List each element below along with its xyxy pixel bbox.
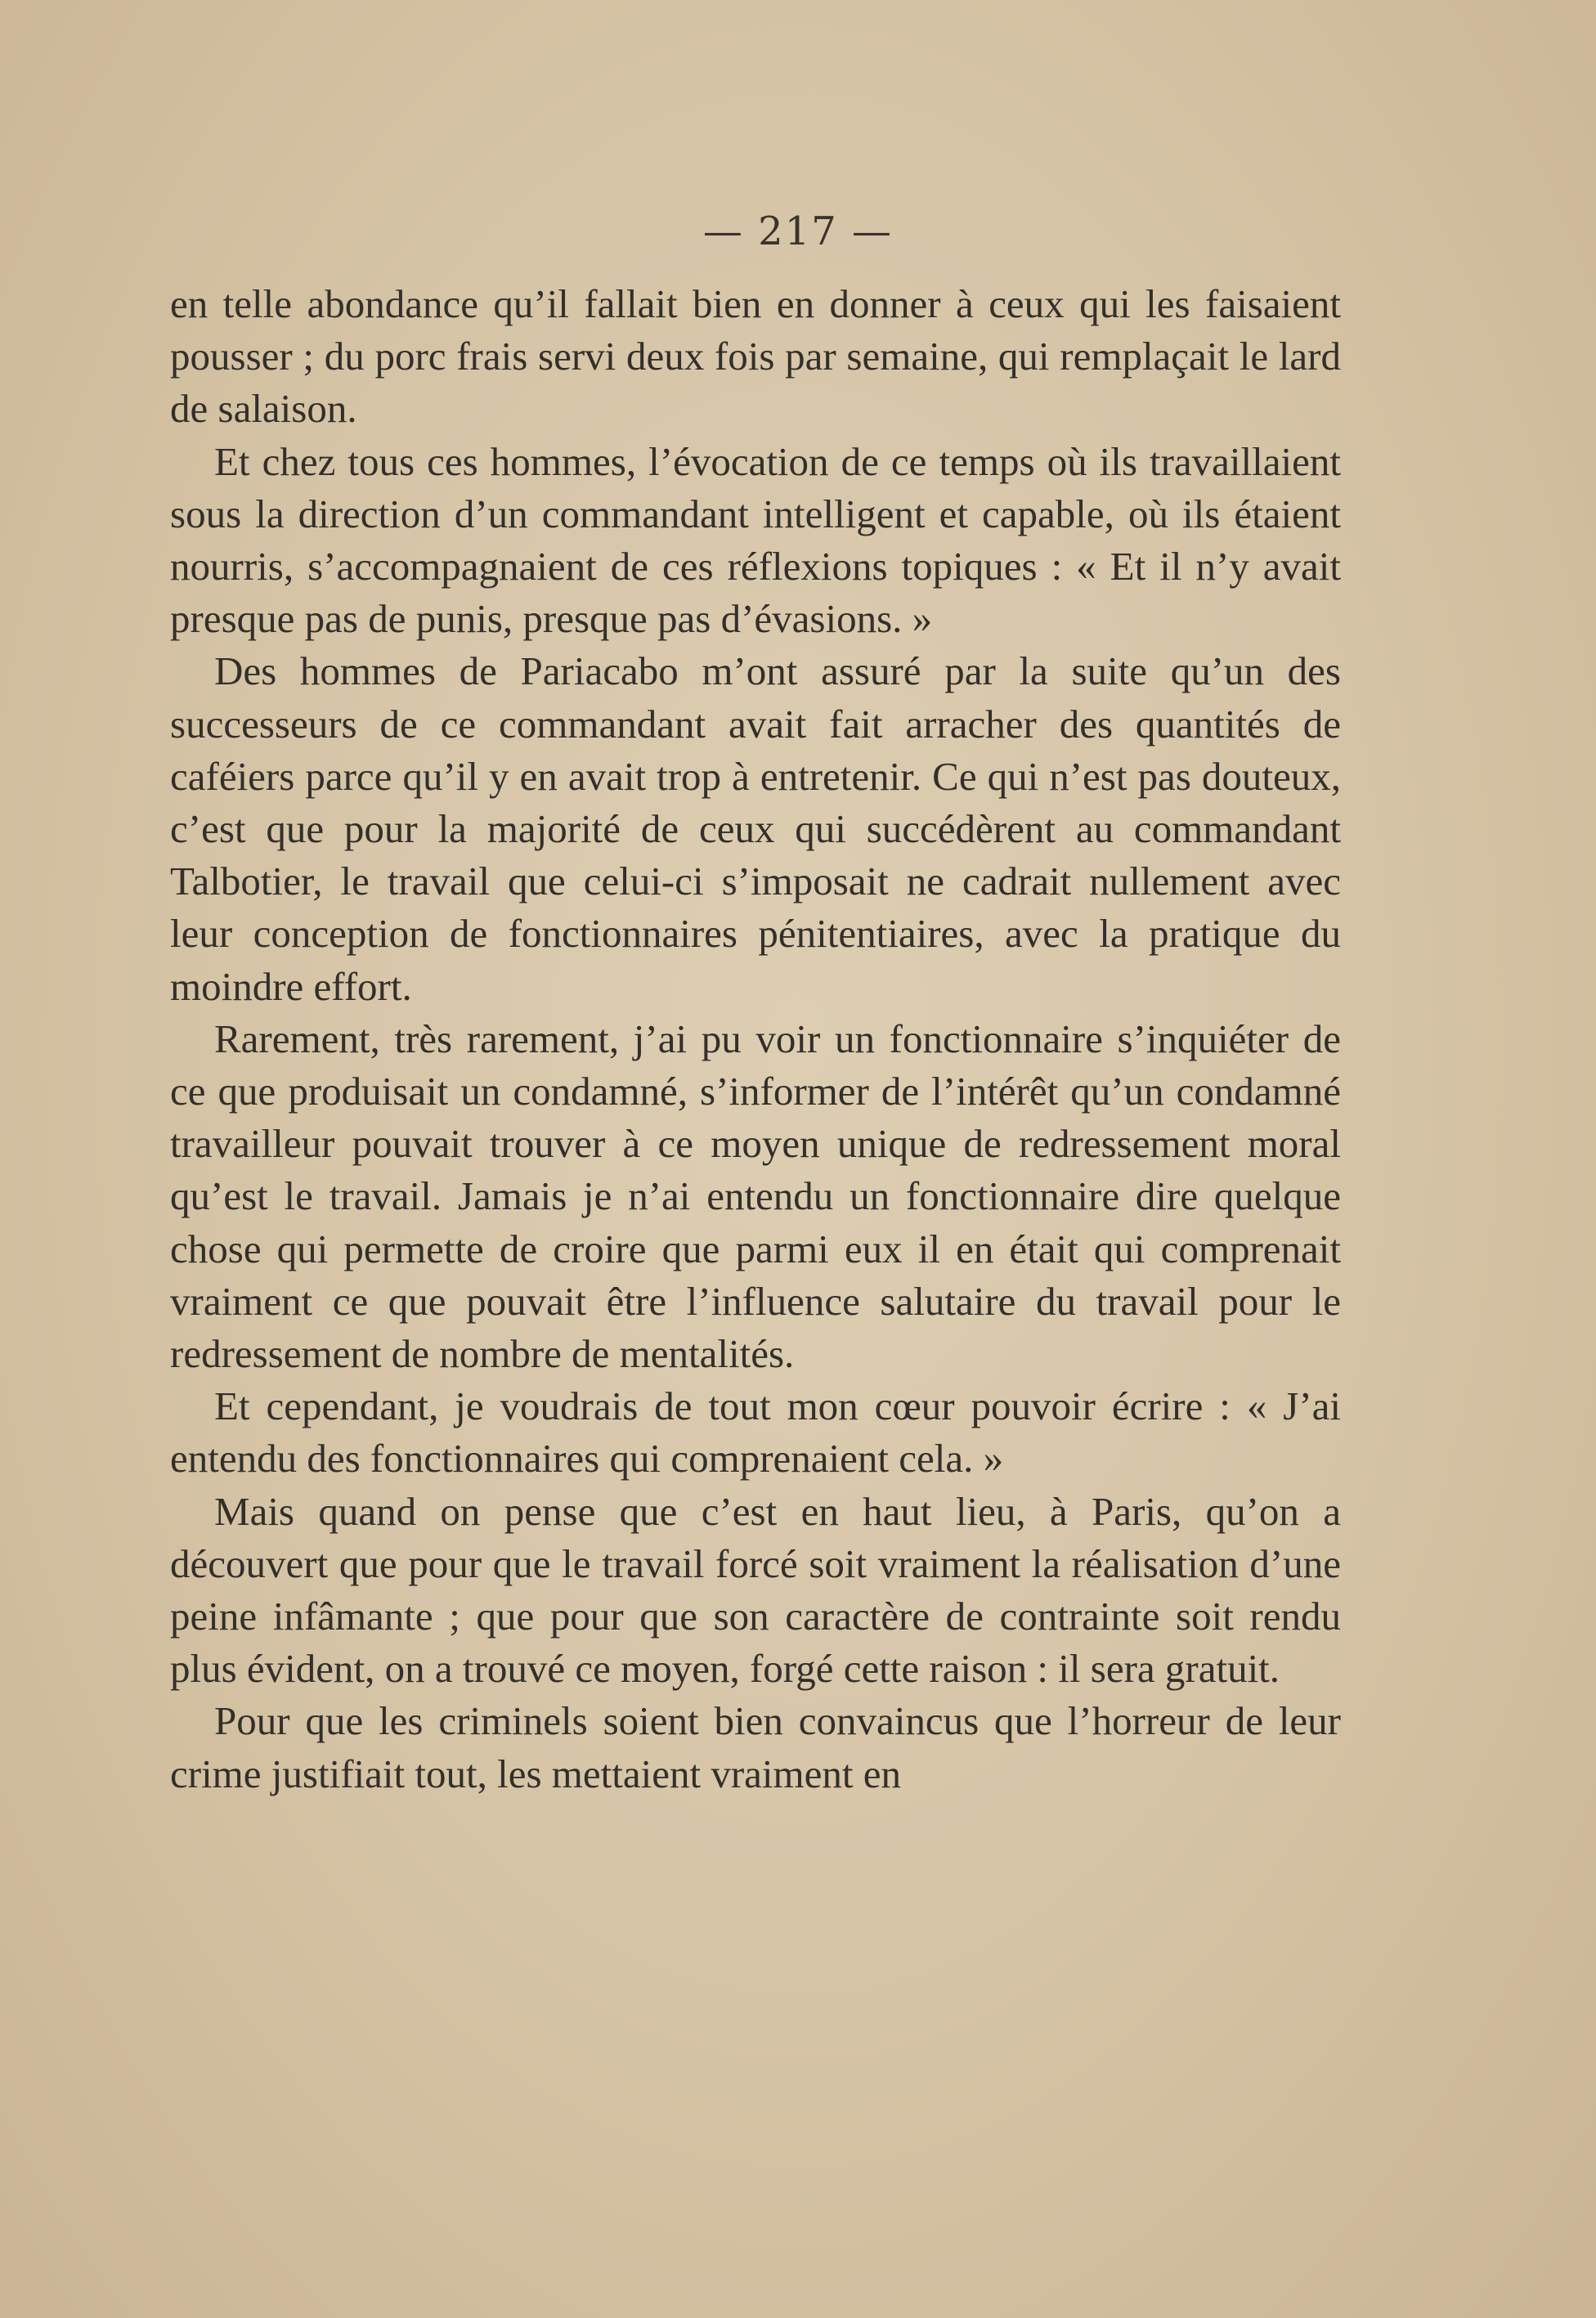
- paragraph: en telle abondance qu’il fallait bien en donner à ceux qui les faisaient pousser ; du porc frais servi deux fois par semaine, qui remplaçait le lard de salaison.: [170, 281, 1341, 432]
- page-number: — 217 —: [702, 208, 894, 254]
- paragraph: Et cependant, je voudrais de tout mon cœur pouvoir écrire : « J’ai entendu des fonctionnaires qui comprenaient cela. »: [170, 1383, 1341, 1482]
- paragraph: Et chez tous ces hommes, l’évocation de ce temps où ils travaillaient sous la direction d’un commandant intelligent et capable, où ils étaient nourris, s’accompagnaient de ces réflexions topiques : « Et il n’y avait presque pas de punis, presque pas d’évasions. »: [170, 438, 1341, 642]
- paragraph: Des hommes de Pariacabo m’ont assuré par la suite qu’un des successeurs de ce commandant avait fait arracher des quantités de caféiers parce qu’il y en avait trop à entretenir. Ce qui n’est pas douteux, c’est que pour la majorité de ceux qui succédèrent au commandant Talbotier, le travail que celui-ci s’imposait ne cadrait nullement avec leur conception de fonctionnaires pénitentiaires, avec la pratique du moindre effort.: [170, 648, 1341, 1009]
- paragraph: Mais quand on pense que c’est en haut lieu, à Paris, qu’on a découvert que pour que le travail forcé soit vraiment la réalisation d’une peine infâmante ; que pour que son caractère de contrainte soit rendu plus évident, on a trouvé ce moyen, forgé cette raison : il sera gratuit.: [170, 1488, 1341, 1692]
- paragraph: Rarement, très rarement, j’ai pu voir un fonctionnaire s’inquiéter de ce que produisait un condamné, s’informer de l’intérêt qu’un condamné travailleur pouvait trouver à ce moyen unique de redressement moral qu’est le travail. Jamais je n’ai entendu un fonctionnaire dire quelque chose qui permette de croire que parmi eux il en était qui comprenait vraiment ce que pouvait être l’influence salutaire du travail pour le redressement de nombre de mentalités.: [170, 1016, 1341, 1377]
- paragraph: Pour que les criminels soient bien convaincus que l’horreur de leur crime justifiait tout, les mettaient vraiment en: [170, 1698, 1341, 1796]
- body-text: [170, 278, 1341, 1800]
